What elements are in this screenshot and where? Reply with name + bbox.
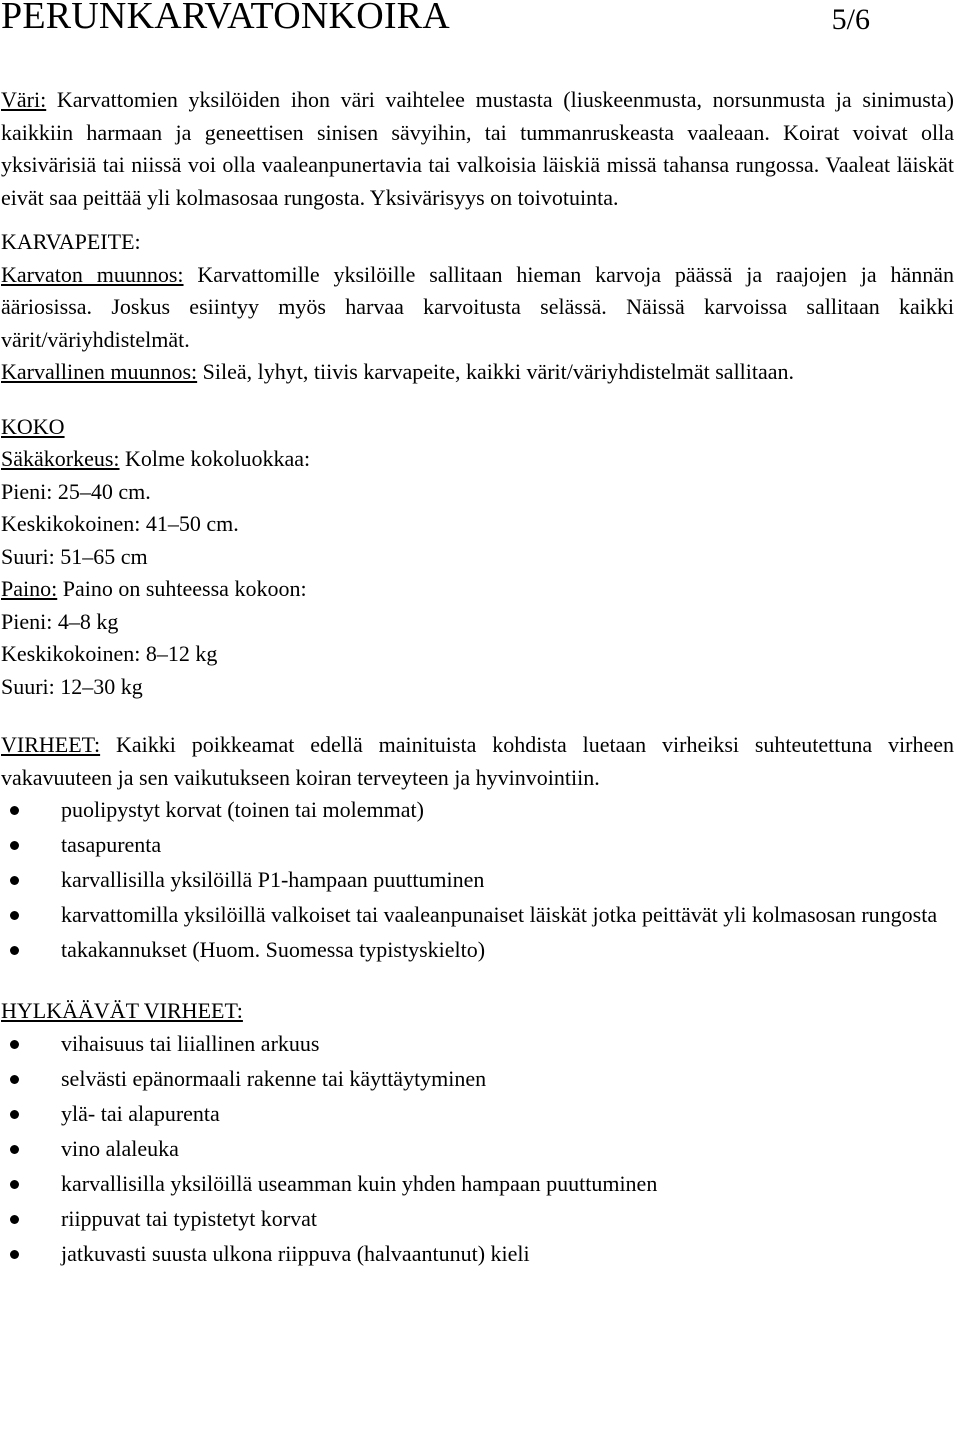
list-item	[1, 1028, 954, 1061]
bullet-icon	[10, 806, 19, 815]
list-item	[1, 829, 954, 862]
bullet-icon	[10, 1250, 19, 1259]
list-item-text: vihaisuus tai liiallinen arkuus	[61, 1030, 320, 1056]
list-item-text: karvallisilla yksilöillä P1-hampaan puuttuminen	[61, 867, 485, 892]
height-line-small: Pieni: 25–40 cm.	[1, 478, 151, 504]
list-item	[1, 1133, 954, 1166]
hairless-text: Karvattomille yksilöille sallitaan hieman karvoja päässä ja raajojen ja hännän ääriosissa. Joskus esiintyy myös harvaa karvoitusta selässä. Näissä karvoissa sallitaan kaikki värit/väriyhdistelmät.	[1, 261, 954, 352]
weight-intro: Paino on suhteessa kokoon:	[57, 576, 307, 601]
coat-heading: KARVAPEITE:	[1, 229, 141, 254]
weight-paragraph	[1, 573, 954, 606]
list-item-text: vino alaleuka	[61, 1135, 179, 1161]
list-item-text: karvattomilla yksilöillä valkoiset tai vaaleanpunaiset läiskät jotka peittävät yli kolmasosan rungosta	[61, 902, 938, 927]
list-item	[1, 899, 954, 932]
bullet-icon	[10, 1215, 19, 1224]
faults-list	[1, 794, 954, 967]
weight-line-small: Pieni: 4–8 kg	[1, 608, 119, 634]
disqualifying-list	[1, 1028, 954, 1271]
list-item-text: ylä- tai alapurenta	[61, 1100, 220, 1126]
height-line-medium: Keskikokoinen: 41–50 cm.	[1, 511, 239, 536]
coated-text: Sileä, lyhyt, tiivis karvapeite, kaikki värit/väriyhdistelmät sallitaan.	[197, 359, 795, 384]
coated-paragraph	[1, 356, 954, 389]
list-item	[1, 1168, 954, 1201]
page-title: PERUNKARVATONKOIRA	[1, 0, 450, 37]
list-item	[1, 934, 954, 967]
list-item-text: selvästi epänormaali rakenne tai käyttäytyminen	[61, 1065, 487, 1091]
bullet-icon	[10, 1075, 19, 1084]
list-item	[1, 1098, 954, 1131]
bullet-icon	[10, 1145, 19, 1154]
height-label: Säkäkorkeus:	[1, 446, 120, 471]
bullet-icon	[10, 1180, 19, 1189]
bullet-icon	[10, 946, 19, 955]
height-intro: Kolme kokoluokkaa:	[119, 446, 311, 471]
bullet-icon	[10, 1040, 19, 1049]
list-item-text: puolipystyt korvat (toinen tai molemmat)	[61, 797, 424, 822]
color-paragraph	[1, 84, 954, 214]
page-number: 5/6	[831, 3, 870, 36]
coated-label: Karvallinen muunnos:	[1, 359, 198, 384]
color-text: Karvattomien yksilöiden ihon väri vaihtelee mustasta (liuskeenmusta, norsunmusta ja sinimusta) kaikkiin harmaan ja geneettisen sinisen sävyihin, tai tummanruskeasta vaaleaan. Koirat voivat olla yksivärisiä tai niissä voi olla vaaleanpunertavia tai valkoisia läiskiä missä tahansa rungossa. Vaaleat läiskät eivät saa peittää yli kolmasosaa rungosta. Yksivärisyys on toivotuinta.	[1, 87, 954, 210]
list-item	[1, 1203, 954, 1236]
disqualifying-heading: HYLKÄÄVÄT VIRHEET:	[1, 998, 243, 1023]
list-item-text: riippuvat tai typistetyt korvat	[61, 1205, 318, 1231]
hairless-label: Karvaton muunnos:	[1, 261, 184, 287]
height-paragraph	[1, 443, 954, 476]
list-item	[1, 794, 954, 827]
bullet-icon	[10, 841, 19, 850]
list-item-text: jatkuvasti suusta ulkona riippuva (halvaantunut) kieli	[61, 1240, 530, 1266]
bullet-icon	[10, 1110, 19, 1119]
list-item-text: karvallisilla yksilöillä useamman kuin yhden hampaan puuttuminen	[61, 1170, 658, 1196]
list-item	[1, 1238, 954, 1271]
faults-paragraph	[1, 729, 954, 794]
list-item-text: tasapurenta	[61, 832, 162, 857]
weight-line-medium: Keskikokoinen: 8–12 kg	[1, 641, 218, 666]
list-item	[1, 864, 954, 897]
faults-heading: VIRHEET:	[1, 732, 101, 757]
page-header	[1, 0, 954, 38]
list-item-text: takakannukset (Huom. Suomessa typistyskielto)	[61, 937, 486, 962]
faults-intro: Kaikki poikkeamat edellä mainituista kohdista luetaan virheiksi suhteutettuna virheen vakavuuteen ja sen vaikutukseen koiran terveyteen ja hyvinvointiin.	[1, 732, 954, 790]
bullet-icon	[10, 876, 19, 885]
weight-label: Paino:	[1, 576, 58, 601]
height-line-large: Suuri: 51–65 cm	[1, 543, 148, 569]
bullet-icon	[10, 911, 19, 920]
size-heading: KOKO	[1, 413, 65, 439]
hairless-paragraph	[1, 259, 954, 357]
list-item	[1, 1063, 954, 1096]
color-label: Väri:	[1, 87, 47, 112]
weight-line-large: Suuri: 12–30 kg	[1, 673, 143, 699]
